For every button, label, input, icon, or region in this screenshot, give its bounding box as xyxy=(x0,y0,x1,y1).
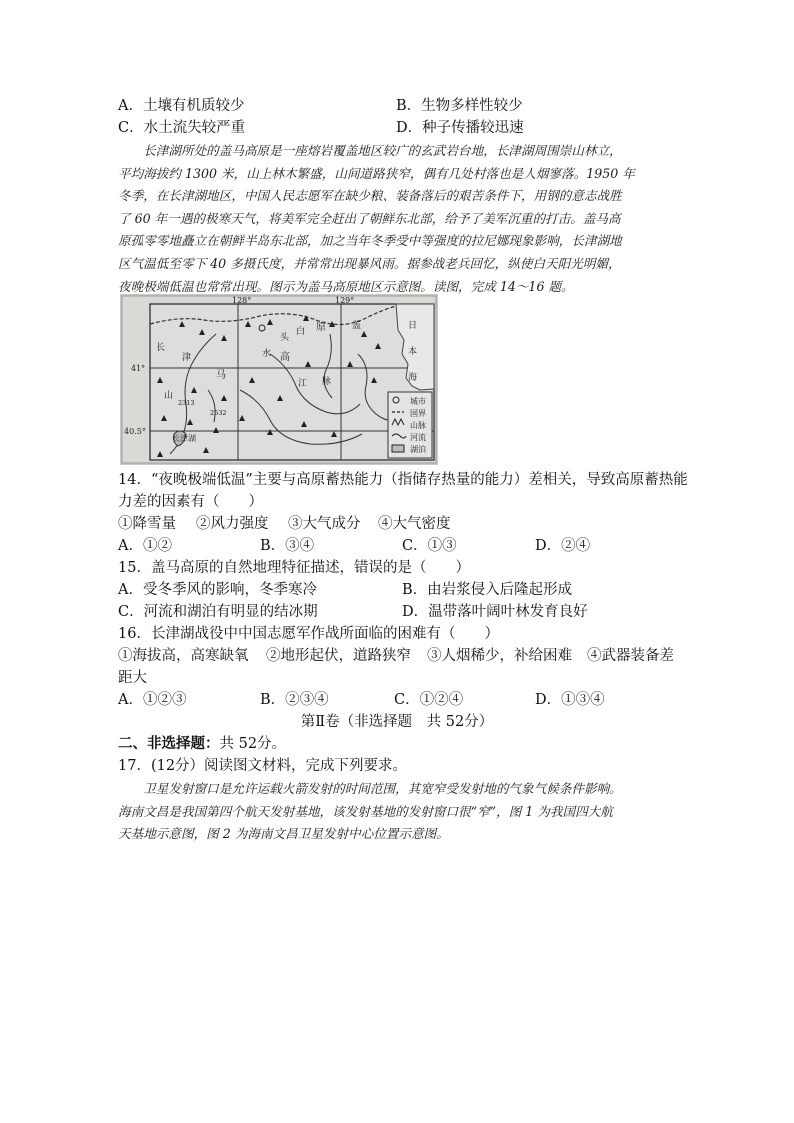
q15-option-c: C．河流和湖泊有明显的结冰期 xyxy=(118,604,318,620)
q14-option-d: D．②④ xyxy=(535,538,591,554)
elevation-label: 2532 xyxy=(210,409,227,417)
lat-label-40-5: 40.5° xyxy=(124,427,146,436)
sea-char: 海 xyxy=(408,373,418,383)
passage-line: 平均海拔约 1300 米，山上林木繁盛，山间道路狭窄，偶有几处村落也是人烟寥落。1950 年 xyxy=(118,165,635,181)
q15-stem: 15．盖马高原的自然地理特征描述，错误的是（ ） xyxy=(118,560,470,576)
sea-char: 本 xyxy=(408,347,418,357)
q16-option-b: B．②③④ xyxy=(260,692,329,708)
region-char: 脉 xyxy=(322,377,332,387)
q14-item: ②风力强度 xyxy=(196,516,269,532)
q16-item: ②地形起伏，道路狭窄 xyxy=(266,648,411,664)
q14-item: ④大气密度 xyxy=(378,516,451,532)
passage-material xyxy=(118,140,678,298)
legend-mountain-label: 山脉 xyxy=(410,421,426,430)
q13-option-b: B．生物多样性较少 xyxy=(396,98,523,114)
q17-stem: 17．(12分）阅读图文材料，完成下列要求。 xyxy=(118,758,408,774)
q14-option-c: C．①③ xyxy=(402,538,457,554)
lon-label-129: 129° xyxy=(335,296,355,305)
q14-stem-line2: 力差的因素有（ ） xyxy=(118,494,263,510)
q16-option-d: D．①③④ xyxy=(535,692,605,708)
lake-label: 长津湖 xyxy=(172,434,196,443)
passage-line: 原孤零零地矗立在朝鲜半岛东北部，加之当年冬季受中等强度的拉尼娜现象影响，长津湖地 xyxy=(118,233,622,249)
region-char: 盖 xyxy=(352,321,362,331)
q17-material-line: 天基地示意图，图 2 为海南文昌卫星发射中心位置示意图。 xyxy=(118,826,449,842)
passage-line: 了 60 年一遇的极寒天气，将美军完全赶出了朝鲜东北部，给予了美军沉重的打击。盖马高 xyxy=(118,210,621,226)
gaema-plateau-map xyxy=(120,294,438,465)
passage-line: 夜晚极端低温也常常出现。图示为盖马高原地区示意图。读图，完成 14～16 题。 xyxy=(118,278,574,294)
q14-item: ③大气成分 xyxy=(288,516,361,532)
passage-line: 冬季，在长津湖地区，中国人民志愿军在缺少粮、装备落后的艰苦条件下，用钢的意志战胜 xyxy=(118,188,622,204)
q14-option-a: A．①② xyxy=(118,538,172,554)
region-char: 马 xyxy=(216,370,226,381)
q17-material-line: 海南文昌是我国第四个航天发射基地，该发射基地的发射窗口很“窄”，图 1 为我国四大航 xyxy=(118,803,613,819)
section-2-title: 第Ⅱ卷（非选择题 共 52分） xyxy=(300,714,494,730)
q16-item: ①海拔高，高寒缺氧 xyxy=(118,648,249,664)
q14-item: ①降雪量 xyxy=(118,516,176,532)
region-char: 长 xyxy=(156,343,166,353)
region-char: 山 xyxy=(164,391,174,401)
region-char: 白 xyxy=(296,327,306,337)
lat-label-41: 41° xyxy=(131,364,146,373)
q15-option-d: D．温带落叶阔叶林发育良好 xyxy=(402,604,588,620)
q16-option-c: C．①②④ xyxy=(394,692,464,708)
legend-city-label: 城市 xyxy=(410,397,426,406)
region-char: 头 xyxy=(280,333,290,343)
q14-stem-line1: 14．“夜晚极端低温”主要与高原蓄热能力（指储存热量的能力）差相关，导致高原蓄热能 xyxy=(118,472,688,488)
legend-lake-symbol xyxy=(392,445,404,452)
q16-stem: 16．长津湖战役中中国志愿军作战所面临的困难有（ ） xyxy=(118,626,499,642)
region-char: 原 xyxy=(316,322,326,333)
legend-border-label: 国界 xyxy=(410,409,426,418)
q15-option-a: A．受冬季风的影响，冬季寒冷 xyxy=(118,582,317,598)
q16-item: ③人烟稀少，补给困难 xyxy=(427,648,572,664)
region-char: 高 xyxy=(280,352,290,363)
q17-material-line: 卫星发射窗口是允许运载火箭发射的时间范围，其宽窄受发射地的气象气候条件影响。 xyxy=(143,781,622,796)
section-2-heading-rest: 共 52分。 xyxy=(219,736,287,752)
legend-lake-label: 湖泊 xyxy=(410,445,426,454)
passage-line: 区气温低至零下 40 多摄氏度，并常常出现暴风雨。据参战老兵回忆，纵使白天阳光明媚， xyxy=(118,255,621,271)
region-char: 江 xyxy=(298,379,308,389)
lon-label-128: 128° xyxy=(232,296,252,305)
elevation-label: 2313 xyxy=(178,399,195,407)
q16-item-continuation: 距大 xyxy=(118,670,147,686)
q17-material xyxy=(118,778,678,846)
q13-option-d: D．种子传播较迅速 xyxy=(396,120,524,136)
sea-char: 日 xyxy=(408,321,418,331)
q13-option-c: C．水土流失较严重 xyxy=(118,120,246,136)
legend-river-label: 河流 xyxy=(410,433,426,442)
region-char: 津 xyxy=(182,353,192,363)
q15-option-b: B．由岩浆侵入后隆起形成 xyxy=(402,582,573,598)
q13-option-a: A．土壤有机质较少 xyxy=(118,98,245,114)
section-2-heading-bold: 二、非选择题： xyxy=(118,735,220,752)
q14-option-b: B．③④ xyxy=(260,538,315,554)
q16-item: ④武器装备差 xyxy=(587,648,674,664)
passage-line: 长津湖所处的盖马高原是一座熔岩覆盖地区较广的玄武岩台地，长津湖周围崇山林立， xyxy=(143,143,622,158)
q16-option-a: A．①②③ xyxy=(118,692,187,708)
section-2-heading xyxy=(118,734,286,754)
region-char: 水 xyxy=(262,349,272,359)
